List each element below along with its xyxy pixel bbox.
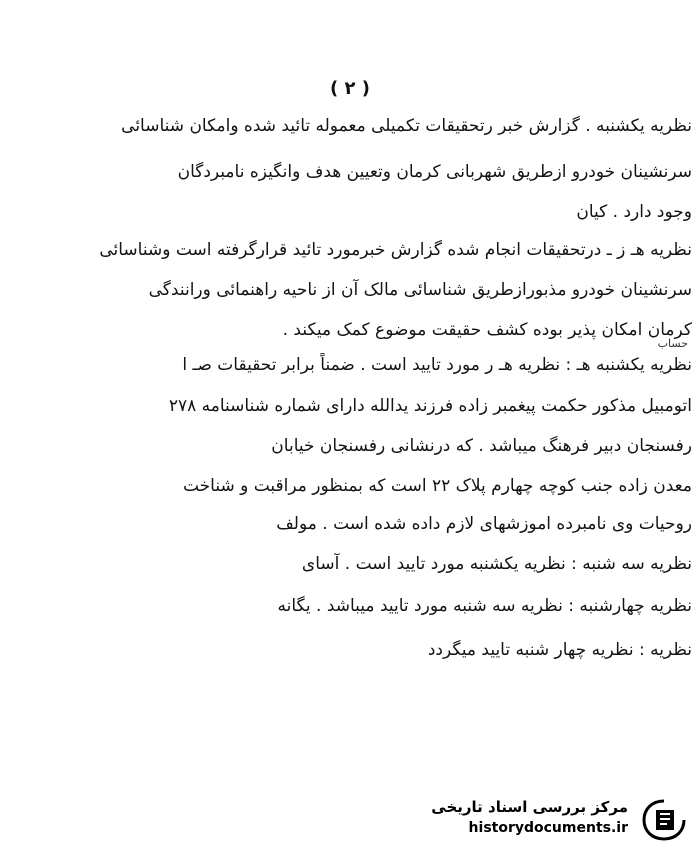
watermark-url: historydocuments.ir [468,820,628,836]
text-line: وجود دارد . کیان [576,202,692,222]
text-line: نظریه سه شنبه : نظریه یکشنبه مورد تایید است . آسای [301,554,692,574]
margin-note: حساب [657,337,688,350]
text-line: نظریه یکشنبه هـ : نظریه هـ ر مورد تایید است . ضمناً برابر تحقیقات صـ ا [182,355,692,375]
watermark-title: مرکز بررسی اسناد تاریخی [431,798,628,816]
watermark [388,798,688,842]
text-line: نظریه هـ ز ـ درتحقیقات انجام شده گزارش خبرمورد تائید قرارگرفته است وشناسائی [99,240,692,260]
archive-logo-icon [640,798,688,842]
text-line: سرنشینان خودرو ازطریق شهربانی کرمان وتعیین هدف وانگیزه نامبردگان [177,162,692,182]
text-line: نظریه : نظریه چهار شنبه تایید میگردد [427,640,692,660]
text-line: کرمان امکان پذیر بوده کشف حقیقت موضوع کمک میکند . [282,320,692,340]
text-line: رفسنجان دبیر فرهنگ میباشد . که درنشانی رفسنجان خیابان [271,436,692,456]
page-number: ( ٢ ) [330,78,370,99]
text-line: نظریه یکشنبه . گزارش خبر رتحقیقات تکمیلی معموله تائید شده وامکان شناسائی [121,116,692,136]
text-line: سرنشینان خودرو مذبورازطریق شناسائی مالک آن از ناحیه راهنمائی ورانندگی [148,280,692,300]
text-line: معدن زاده جنب کوچه چهارم پلاک ٢٢ است که بمنظور مراقبت و شناخت [182,476,692,496]
text-line: اتومبیل مذکور حکمت پیغمبر زاده فرزند یدالله دارای شماره شناسنامه ٢٧٨ [168,396,692,416]
text-line: روحیات وی نامبرده اموزشهای لازم داده شده است . مولف [276,514,692,534]
text-line: نظریه چهارشنبه : نظریه سه شنبه مورد تایید میباشد . یگانه [277,596,692,616]
